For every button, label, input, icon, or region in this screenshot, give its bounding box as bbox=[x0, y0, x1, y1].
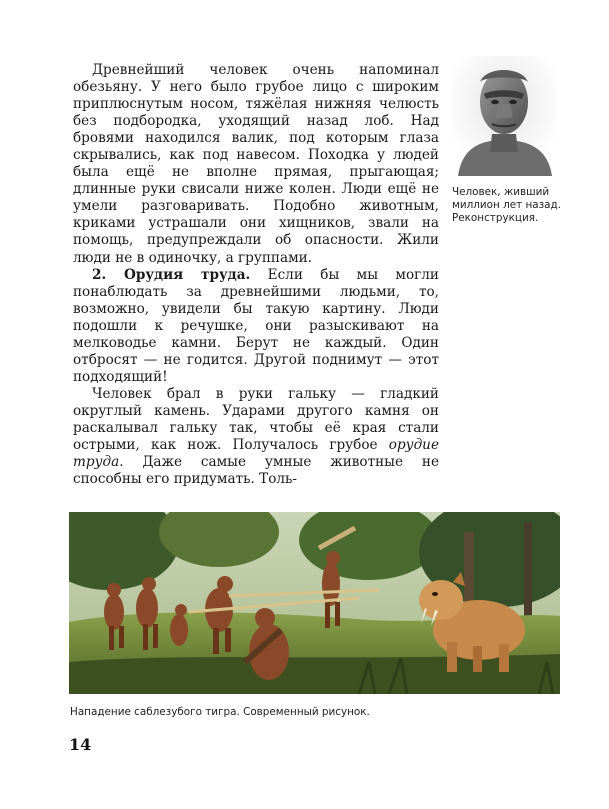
sabre-tooth-attack-illustration bbox=[69, 512, 560, 694]
paragraph-3-start: Человек брал в руки гальку — гладкий округлый камень. Ударами другого камня он раскалывал гальку так, чтобы её края стали острыми, как нож. Получалось грубое bbox=[73, 385, 439, 454]
main-text bbox=[73, 62, 439, 488]
paragraph-1: Древнейший человек очень напоминал обезьяну. У него было грубое лицо с широким приплюснутым носом, тяжёлая нижняя челюсть без подбородка, уходящий назад лоб. Над бровями находился валик, под которым глаза скрывались, как под навесом. Походка у людей была ещё не вполне прямая, прыгающая; длинные руки свисали ниже колен. Люди ещё не умели разговаривать. Подобно животным, криками устрашали они хищников, звали на помощь, предупреждали об опасности. Жили люди не в одиночку, а группами. bbox=[73, 62, 439, 266]
portrait-caption: Человек, живший миллион лет назад. Реконструкция. bbox=[452, 186, 562, 224]
paragraph-3-end: . Даже самые умные животные не способны его придумать. Толь- bbox=[73, 454, 439, 488]
section-heading: 2. Орудия труда. bbox=[92, 266, 251, 283]
paragraph-2-text: Если бы мы могли понаблюдать за древнейшими людьми, то, возможно, увидели бы такую картину. Люди подошли к речушке, они разыскивают на мелководье камни. Берут не каждый. Один отбросят — не годится. Другой поднимут — этот подходящий! bbox=[73, 266, 439, 385]
illustration-caption: Нападение саблезубого тигра. Современный рисунок. bbox=[70, 706, 370, 718]
paragraph-3 bbox=[73, 386, 439, 488]
ancient-man-bust-image bbox=[452, 56, 556, 176]
paragraph-2 bbox=[73, 267, 439, 386]
page-number: 14 bbox=[69, 735, 92, 754]
key-term: орудие труда bbox=[73, 437, 439, 471]
